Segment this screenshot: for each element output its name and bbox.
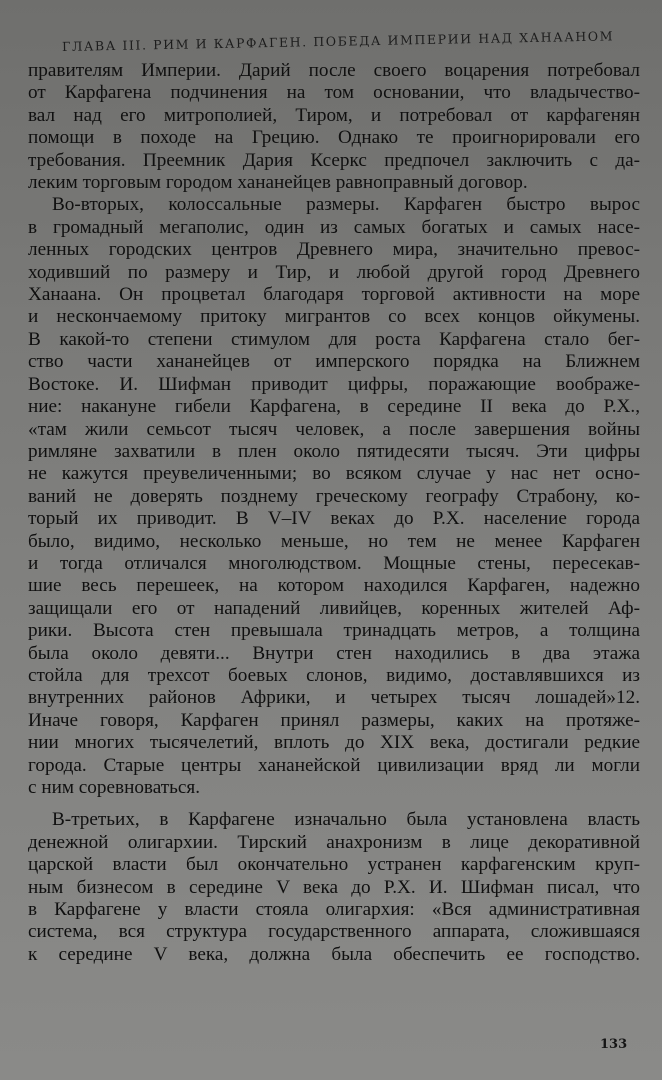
page-number: 133 xyxy=(600,1037,628,1052)
text-line: царской власти был окончательно устранен карфагенским круп- xyxy=(28,854,640,876)
text-line: В-третьих, в Карфагене изначально была установлена власть xyxy=(52,809,640,831)
text-line: «там жили семьсот тысяч человек, а после завершения войны xyxy=(28,418,640,440)
text-line: рики. Высота стен превышала тринадцать метров, а толщина xyxy=(28,620,640,642)
text-line: защищали его от нападений ливийцев, коренных жителей Аф- xyxy=(28,597,640,619)
text-line: нии многих тысячелетий, вплоть до XIX века, достигали редкие xyxy=(28,732,640,754)
text-line: Во-вторых, колоссальные размеры. Карфаген быстро вырос xyxy=(52,194,640,216)
text-line: денежной олигархии. Тирский анахронизм в лице декоративной xyxy=(28,831,640,853)
text-line: ство части хананейцев от имперского порядка на Ближнем xyxy=(28,351,640,373)
text-line: римляне захватили в плен около пятидесяти тысяч. Эти цифры xyxy=(28,440,640,462)
text-line: с ним соревноваться. xyxy=(28,777,201,798)
text-line: леким торговым городом хананейцев равноправный договор. xyxy=(28,172,528,194)
text-line: вал над его митрополией, Тиром, и потребовал от карфагенян xyxy=(28,104,640,126)
text-line: в громадный мегаполис, один из самых богатых и самых насе- xyxy=(28,216,640,238)
text-line: в Карфагене у власти стояла олигархия: «Вся административная xyxy=(28,899,640,921)
paragraph xyxy=(28,809,640,966)
text-line: система, вся структура государственного аппарата, сложившаяся xyxy=(28,921,640,943)
text-line: от Карфагена подчинения на том основании, что владычество- xyxy=(28,82,640,104)
paragraph xyxy=(28,194,640,799)
text-line: внутренних районов Африки, и четырех тысяч лошадей»12. xyxy=(28,687,640,709)
body-text xyxy=(28,60,640,966)
text-line: помощи в походе на Грецию. Однако те проигнорировали его xyxy=(28,127,640,149)
text-line: была около девяти... Внутри стен находились в два этажа xyxy=(28,642,640,664)
text-line: стойла для трехсот боевых слонов, видимо, доставлявшихся из xyxy=(28,664,640,686)
text-line: ваний не доверять позднему греческому географу Страбону, ко- xyxy=(28,485,640,507)
text-line: было, видимо, несколько меньше, но тем не менее Карфаген xyxy=(28,530,640,552)
text-line: Иначе говоря, Карфаген принял размеры, каких на протяже- xyxy=(28,709,640,731)
text-line: торый их приводит. В V–IV веках до Р.Х. население города xyxy=(28,508,640,530)
text-line: ние: накануне гибели Карфагена, в середине II века до Р.Х., xyxy=(28,396,640,418)
text-line: ленных городских центров Древнего мира, значительно превос- xyxy=(28,239,640,261)
text-line: к середине V века, должна была обеспечить ее господство. xyxy=(28,943,640,965)
text-line: и нескончаемому притоку мигрантов со всех концов ойкумены. xyxy=(28,306,640,328)
text-line: города. Старые центры хананейской цивилизации вряд ли могли xyxy=(28,754,640,776)
paragraph xyxy=(28,60,640,194)
text-line: ходивший по размеру и Тир, и любой другой город Древнего xyxy=(28,261,640,283)
text-line: ным бизнесом в середине V века до Р.Х. И. Шифман писал, что xyxy=(28,876,640,898)
text-line: правителям Империи. Дарий после своего воцарения потребовал xyxy=(28,60,640,81)
text-line: В какой-то степени стимулом для роста Карфагена стало бег- xyxy=(28,328,640,350)
text-line: требования. Преемник Дария Ксеркс предпочел заключить с да- xyxy=(28,149,640,171)
paragraph-gap xyxy=(28,799,640,809)
text-line: Востоке. И. Шифман приводит цифры, поражающие воображе- xyxy=(28,373,640,395)
text-line: Ханаана. Он процветал благодаря торговой активности на море xyxy=(28,284,640,306)
text-line: шие весь перешеек, на котором находился Карфаген, надежно xyxy=(28,575,640,597)
running-head: ГЛАВА III. РИМ И КАРФАГЕН. ПОБЕДА ИМПЕРИИ НАД ХАНААНОМ xyxy=(61,28,615,54)
text-line: и тогда отличался многолюдством. Мощные стены, пересекав- xyxy=(28,552,640,574)
text-line: не кажутся преувеличенными; во всяком случае у нас нет осно- xyxy=(28,463,640,485)
